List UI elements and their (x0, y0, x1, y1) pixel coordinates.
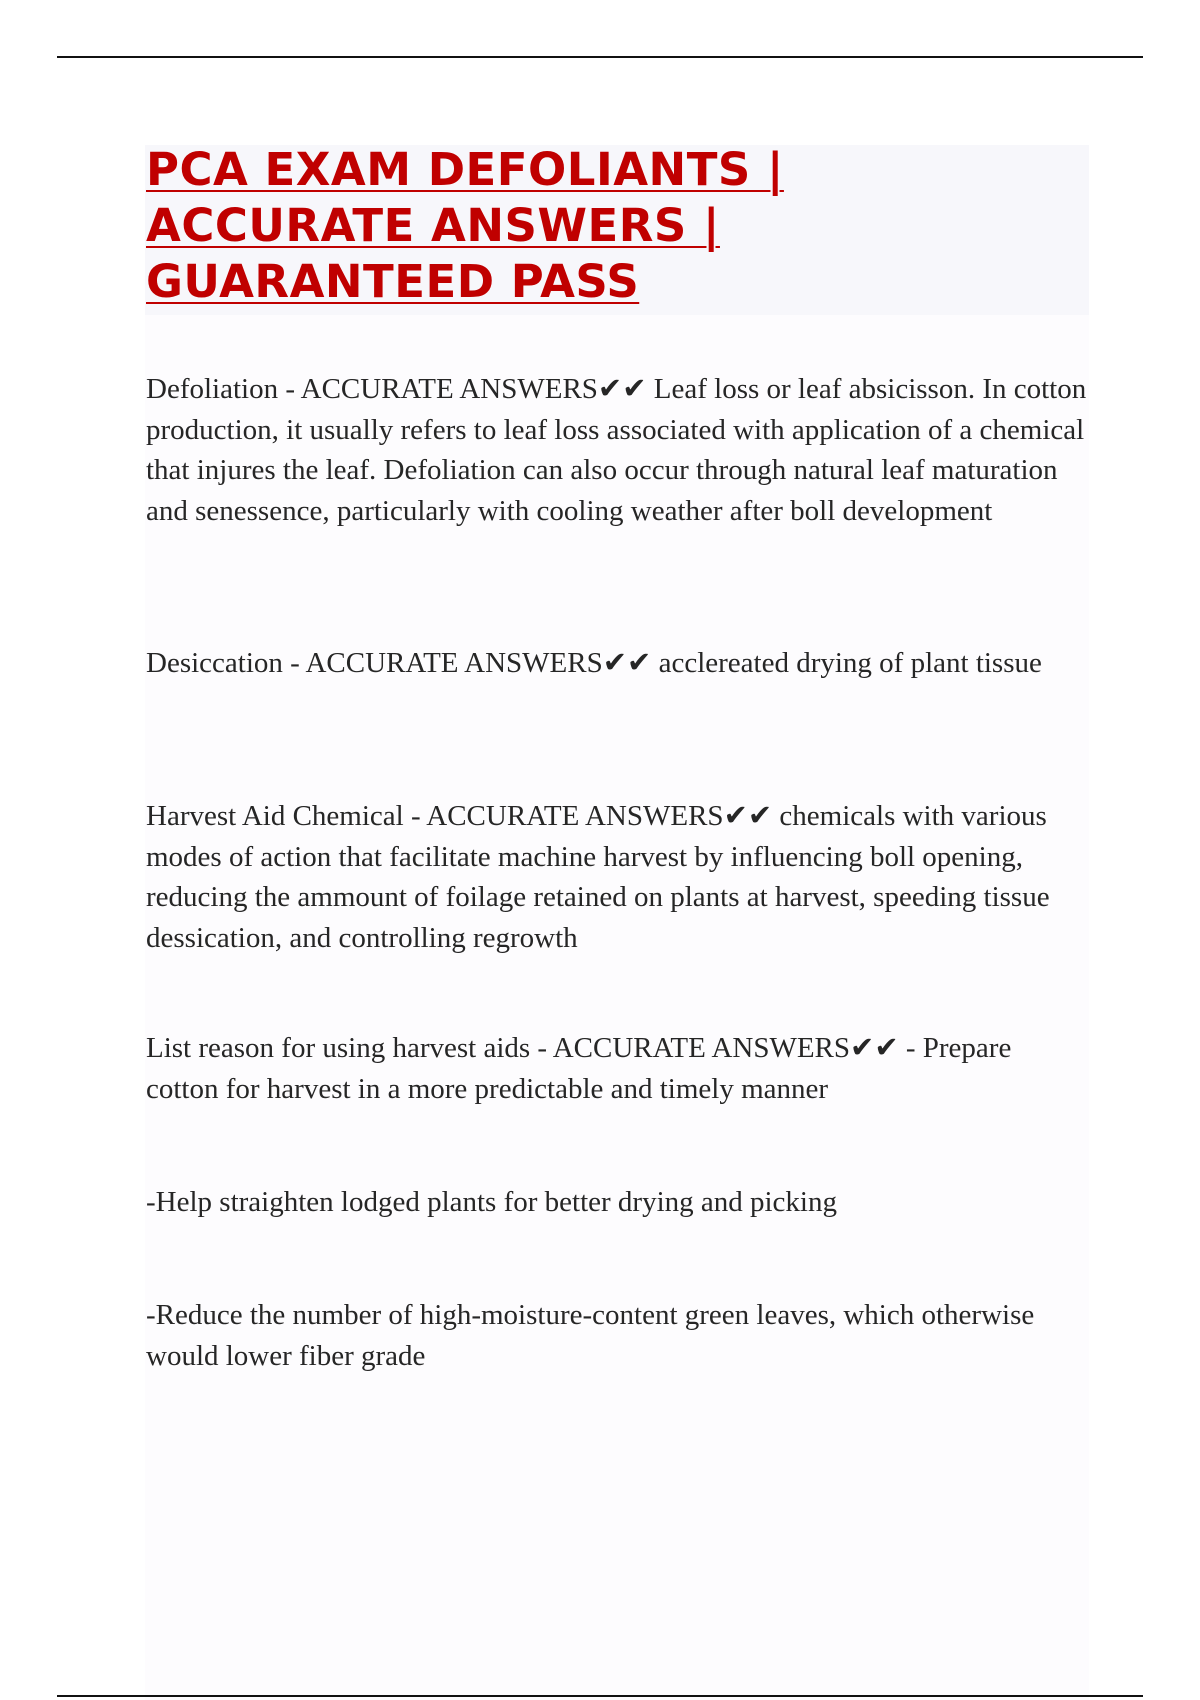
footer-rule (57, 1695, 1143, 1697)
entry-reason-straighten-plants: -Help straighten lodged plants for better drying and picking (146, 1186, 837, 1218)
entry-harvest-aid-chemical: Harvest Aid Chemical - ACCURATE ANSWERS✔✔ chemicals with various modes of action that facilitate machine harvest by influencing boll opening, reducing the ammount of foilage retained on plants at harvest, speeding tissue dessication, and controlling regrowth (146, 800, 1050, 954)
entry-reasons-harvest-aids: List reason for using harvest aids - ACCURATE ANSWERS✔✔ - Prepare cotton for harvest in a more predictable and timely manner (146, 1032, 1012, 1105)
entry-reason-reduce-green-leaves: -Reduce the number of high-moisture-content green leaves, which otherwise would lower fiber grade (146, 1299, 1035, 1372)
entry-desiccation: Desiccation - ACCURATE ANSWERS✔✔ acclereated drying of plant tissue (146, 647, 1042, 679)
header-rule (57, 56, 1143, 58)
document-title: PCA EXAM DEFOLIANTS | ACCURATE ANSWERS | GUARANTEED PASS (146, 143, 784, 308)
entry-defoliation: Defoliation - ACCURATE ANSWERS✔✔ Leaf loss or leaf absicisson. In cotton production, it usually refers to leaf loss associated with application of a chemical that injures the leaf. Defoliation can also occur through natural leaf maturation and senessence, particularly with cooling weather after boll development (146, 373, 1087, 527)
